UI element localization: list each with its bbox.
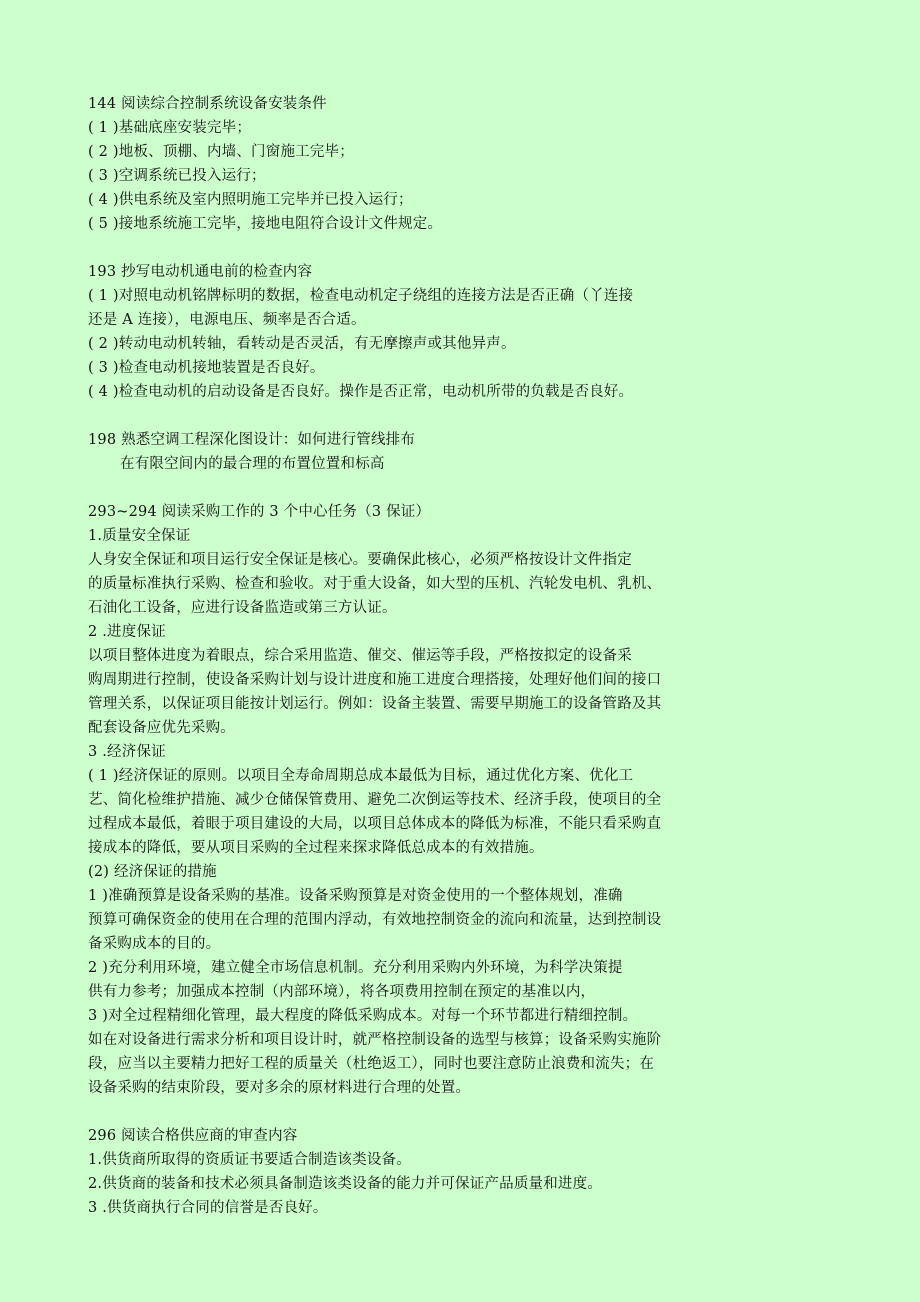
section-line: 设备采购的结束阶段，要对多余的原材料进行合理的处置。 [88, 1080, 471, 1096]
section-line: 1.质量安全保证 [88, 528, 191, 544]
section-heading: 293~294 阅读采购工作的 3 个中心任务（3 保证） [88, 504, 431, 520]
section-heading: 144 阅读综合控制系统设备安装条件 [88, 96, 327, 112]
section-line: (2) 经济保证的措施 [88, 864, 217, 880]
section-line: 的质量标准执行采购、检查和验收。对于重大设备，如大型的压机、汽轮发电机、乳机、 [88, 576, 662, 592]
section-line: ( 5 )接地系统施工完毕，接地电阻符合设计文件规定。 [88, 216, 443, 232]
section-line: 过程成本最低，着眼于项目建设的大局，以项目总体成本的降低为标准，不能只看采购直 [88, 816, 662, 832]
section-line: 3 )对全过程精细化管理，最大程度的降低采购成本。对每一个环节都进行精细控制。 [88, 1008, 638, 1024]
section-heading: 198 熟悉空调工程深化图设计：如何进行管线排布 [88, 432, 416, 448]
section-line: 接成本的降低，要从项目采购的全过程来探求降低总成本的有效措施。 [88, 840, 544, 856]
section-line: ( 3 )空调系统已投入运行； [88, 168, 266, 184]
section-line: 还是 A 连接），电源电压、频率是否合适。 [88, 312, 366, 328]
section-heading: 193 抄写电动机通电前的检查内容 [88, 264, 313, 280]
section-line: 2 .进度保证 [88, 624, 166, 640]
section-line: 供有力参考；加强成本控制（内部环境），将各项费用控制在预定的基准以内， [88, 984, 596, 1000]
section-line: 预算可确保资金的使用在合理的范围内浮动，有效地控制资金的流向和流量，达到控制设 [88, 912, 662, 928]
section-line: ( 4 )供电系统及室内照明施工完毕并已投入运行； [88, 192, 413, 208]
section-line: ( 1 )基础底座安装完毕； [88, 120, 252, 136]
section-line: 1 )准确预算是设备采购的基准。设备采购预算是对资金使用的一个整体规划，准确 [88, 888, 623, 904]
section-line: ( 2 )转动电动机转轴，看转动是否灵活，有无摩擦声或其他异声。 [88, 336, 516, 352]
section-line: 3 .供货商执行合同的信誉是否良好。 [88, 1200, 328, 1216]
section-line: ( 2 )地板、顶棚、内墙、门窗施工完毕； [88, 144, 354, 160]
section-line: 石油化工设备，应进行设备监造或第三方认证。 [88, 600, 397, 616]
section-line: 在有限空间内的最合理的布置位置和标高 [120, 456, 385, 472]
section-line: 如在对设备进行需求分析和项目设计时，就严格控制设备的选型与核算；设备采购实施阶 [88, 1032, 662, 1048]
document-page [88, 92, 728, 1220]
section-line: ( 3 )检查电动机接地装置是否良好。 [88, 360, 325, 376]
section-line: 备采购成本的目的。 [88, 936, 221, 952]
section-line: 以项目整体进度为着眼点，综合采用监造、催交、催运等手段，严格按拟定的设备采 [88, 648, 632, 664]
section-line: 1.供货商所取得的资质证书要适合制造该类设备。 [88, 1152, 411, 1168]
section-line: ( 1 )经济保证的原则。以项目全寿命周期总成本最低为目标，通过优化方案、优化工 [88, 768, 634, 784]
section-line: 人身安全保证和项目运行安全保证是核心。要确保此核心，必须严格按设计文件指定 [88, 552, 632, 568]
section-gap [88, 236, 728, 260]
section-line: 段，应当以主要精力把好工程的质量关（杜绝返工），同时也要注意防止浪费和流失；在 [88, 1056, 655, 1072]
section-line: 2.供货商的装备和技术必须具备制造该类设备的能力并可保证产品质量和进度。 [88, 1176, 603, 1192]
section-gap [88, 404, 728, 428]
section-line: 购周期进行控制，使设备采购计划与设计进度和施工进度合理搭接，处理好他们间的接口 [88, 672, 662, 688]
section-line: 管理关系，以保证项目能按计划运行。例如：设备主装置、需要早期施工的设备管路及其 [88, 696, 662, 712]
section-line: 艺、简化检维护措施、减少仓储保管费用、避免二次倒运等技术、经济手段，使项目的全 [88, 792, 662, 808]
section-heading: 296 阅读合格供应商的审查内容 [88, 1128, 298, 1144]
section-gap [88, 476, 728, 500]
section-line: 2 )充分利用环境，建立健全市场信息机制。充分利用采购内外环境，为科学决策提 [88, 960, 623, 976]
section-line: ( 4 )检查电动机的启动设备是否良好。操作是否正常，电动机所带的负载是否良好。 [88, 384, 634, 400]
section-line: ( 1 )对照电动机铭牌标明的数据，检查电动机定子绕组的连接方法是否正确（丫连接 [88, 288, 634, 304]
section-line: 3 .经济保证 [88, 744, 166, 760]
section-line: 配套设备应优先采购。 [88, 720, 235, 736]
section-gap [88, 1100, 728, 1124]
